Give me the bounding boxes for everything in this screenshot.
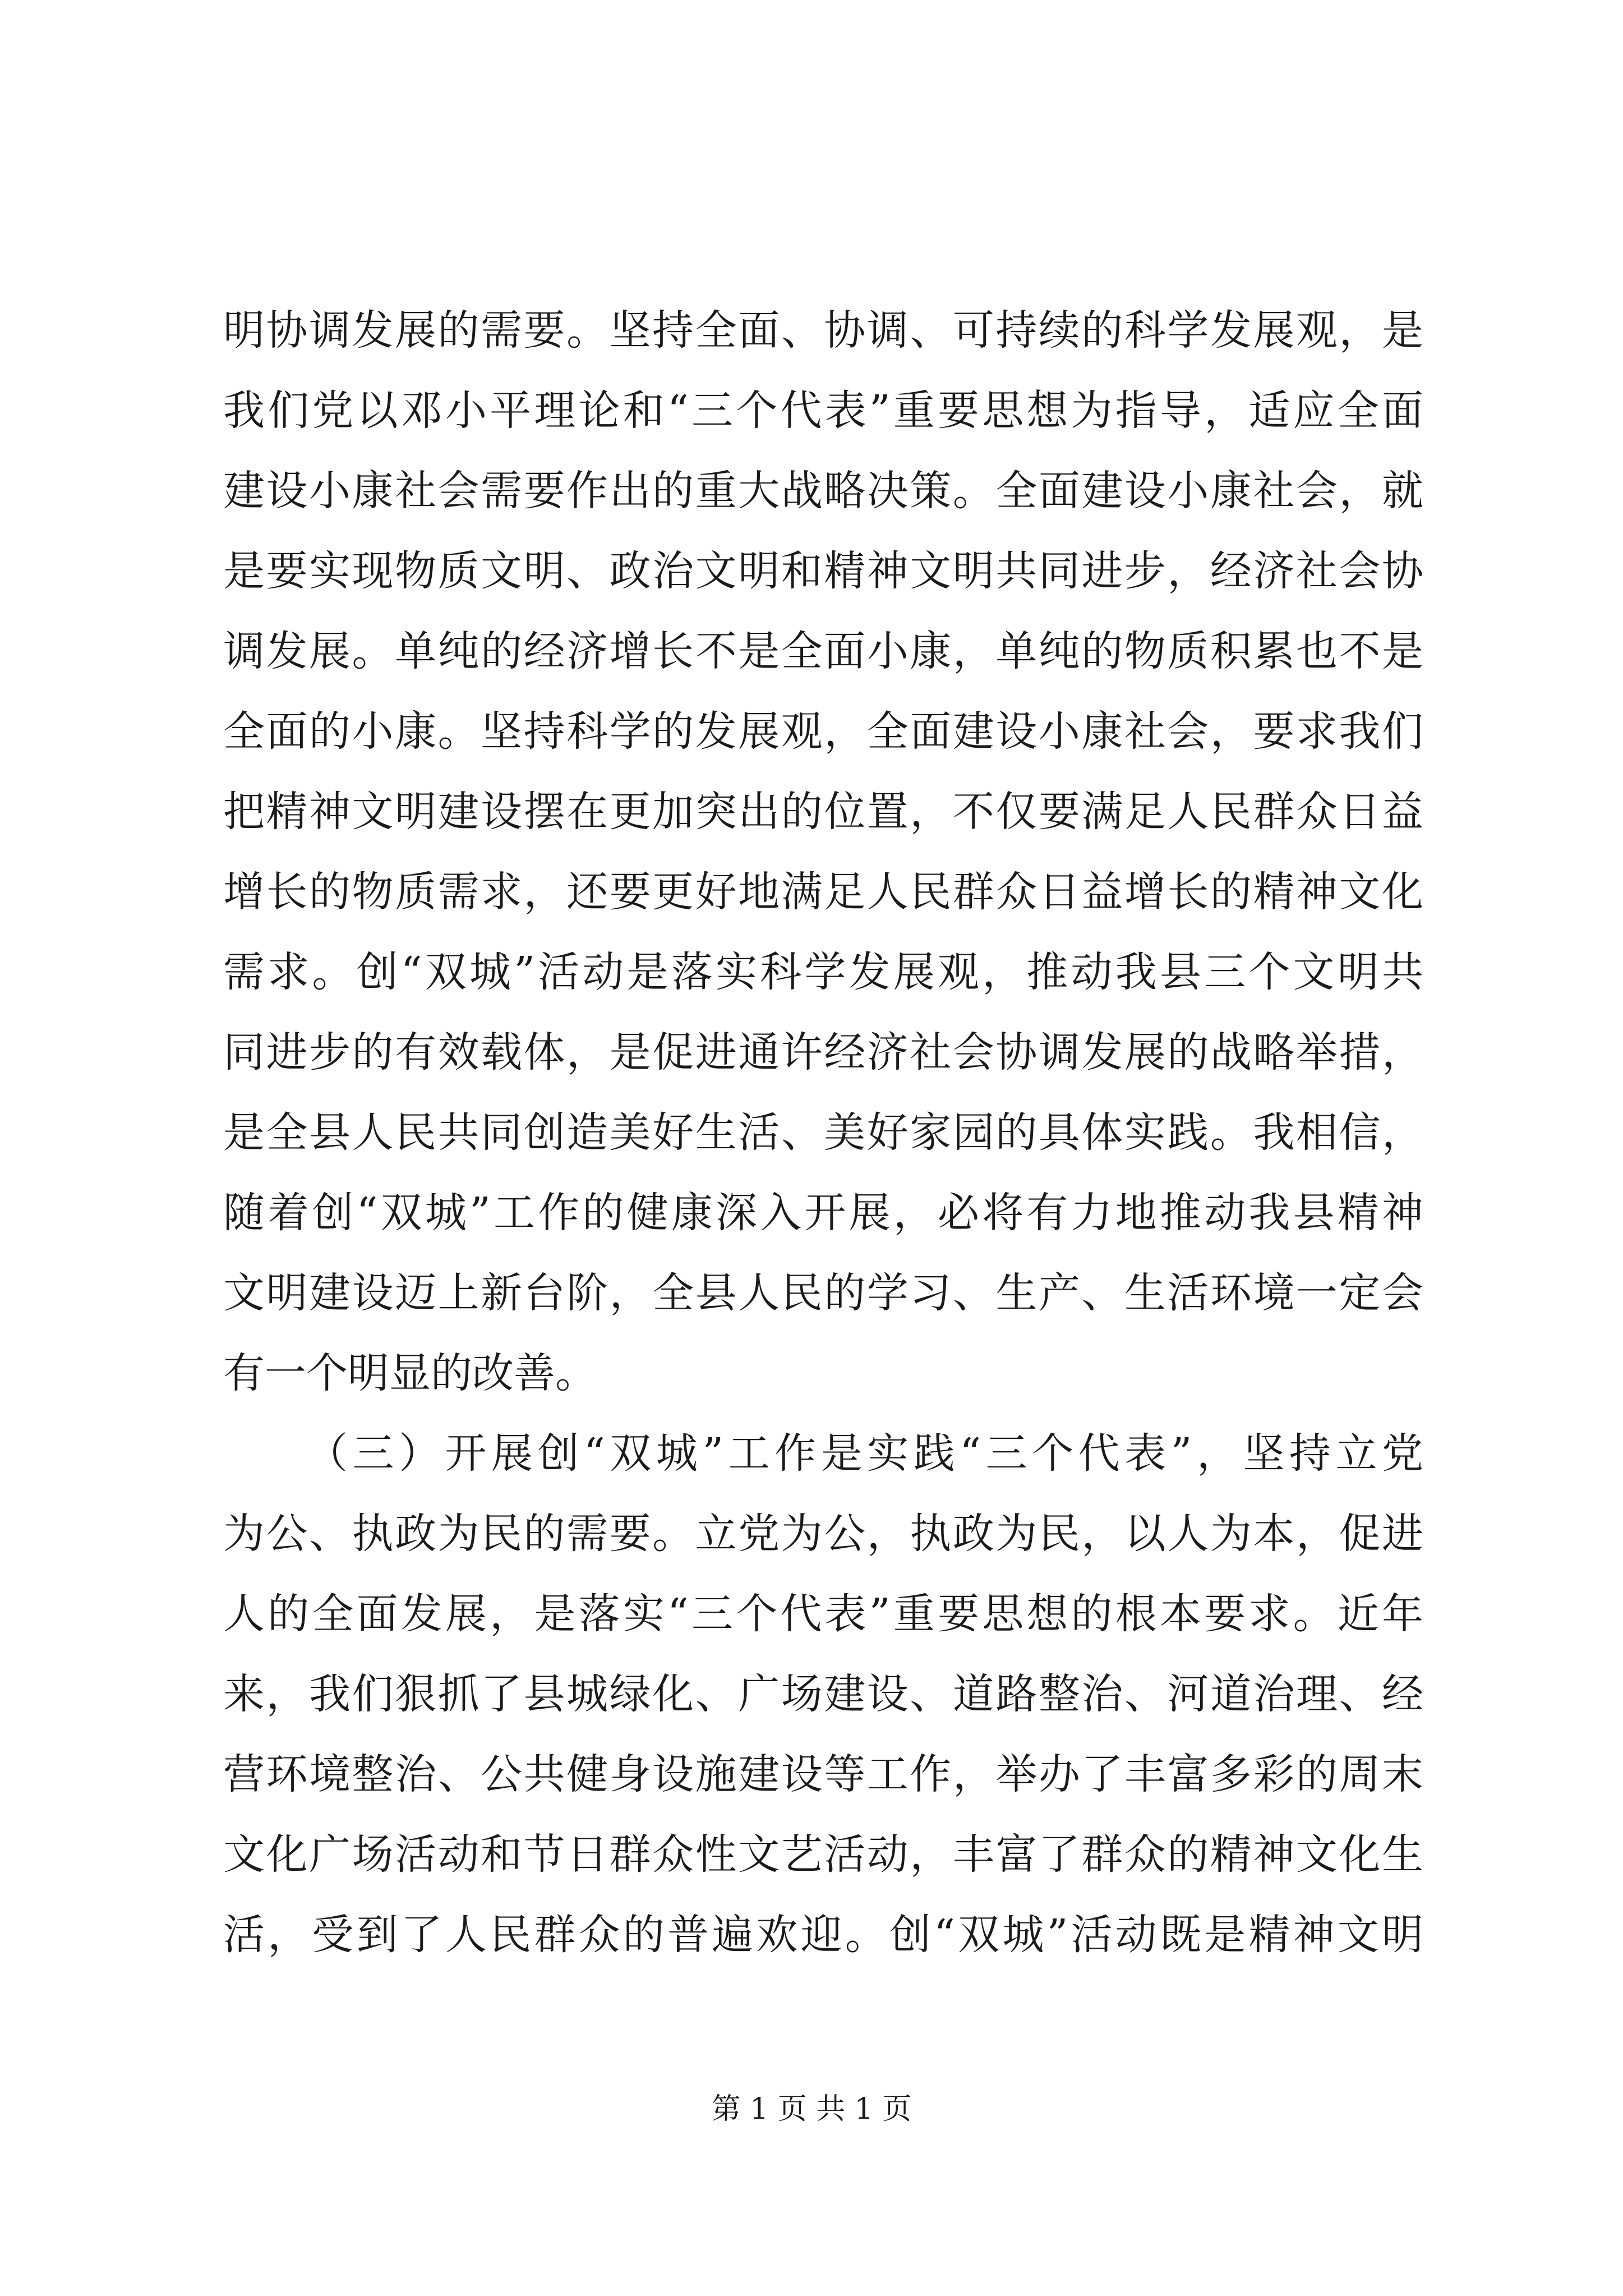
text-line: 为公、执政为民的需要。立党为公，执政为民，以人为本，促进 xyxy=(223,1510,1423,1558)
text-line: 是要实现物质文明、政治文明和精神文明共同进步，经济社会协 xyxy=(223,547,1423,595)
text-line: 全面的小康。坚持科学的发展观，全面建设小康社会，要求我们 xyxy=(223,707,1423,756)
page-number-label: 第 1 页 共 1 页 xyxy=(711,2092,912,2126)
text-line: 文明建设迈上新台阶，全县人民的学习、生产、生活环境一定会 xyxy=(223,1269,1423,1317)
text-line-indented: （三）开展创“双城”工作是实践“三个代表”，坚持立党 xyxy=(306,1429,1423,1478)
text-line: 需求。创“双城”活动是落实科学发展观，推动我县三个文明共 xyxy=(223,948,1423,996)
text-line: 调发展。单纯的经济增长不是全面小康，单纯的物质积累也不是 xyxy=(223,627,1423,675)
text-line: 同进步的有效载体，是促进通许经济社会协调发展的战略举措， xyxy=(223,1028,1423,1076)
body-text xyxy=(223,291,1423,1975)
text-line: 来，我们狠抓了县城绿化、广场建设、道路整治、河道治理、经 xyxy=(223,1670,1423,1718)
text-line: 活，受到了人民群众的普遍欢迎。创“双城”活动既是精神文明 xyxy=(223,1911,1423,1959)
text-line: 明协调发展的需要。坚持全面、协调、可持续的科学发展观，是 xyxy=(223,306,1423,355)
text-line: 我们党以邓小平理论和“三个代表”重要思想为指导，适应全面 xyxy=(223,386,1423,435)
text-line: 增长的物质需求，还要更好地满足人民群众日益增长的精神文化 xyxy=(223,868,1423,916)
text-line: 随着创“双城”工作的健康深入开展，必将有力地推动我县精神 xyxy=(223,1189,1423,1237)
text-line: 有一个明显的改善。 xyxy=(223,1349,597,1397)
page-footer xyxy=(0,2090,1623,2129)
text-line: 把精神文明建设摆在更加突出的位置，不仅要满足人民群众日益 xyxy=(223,788,1423,836)
text-line: 是全县人民共同创造美好生活、美好家园的具体实践。我相信， xyxy=(223,1108,1423,1157)
text-line: 文化广场活动和节日群众性文艺活动，丰富了群众的精神文化生 xyxy=(223,1830,1423,1879)
text-line: 人的全面发展，是落实“三个代表”重要思想的根本要求。近年 xyxy=(223,1590,1423,1638)
text-line: 营环境整治、公共健身设施建设等工作，举办了丰富多彩的周末 xyxy=(223,1750,1423,1798)
text-line: 建设小康社会需要作出的重大战略决策。全面建设小康社会，就 xyxy=(223,467,1423,515)
